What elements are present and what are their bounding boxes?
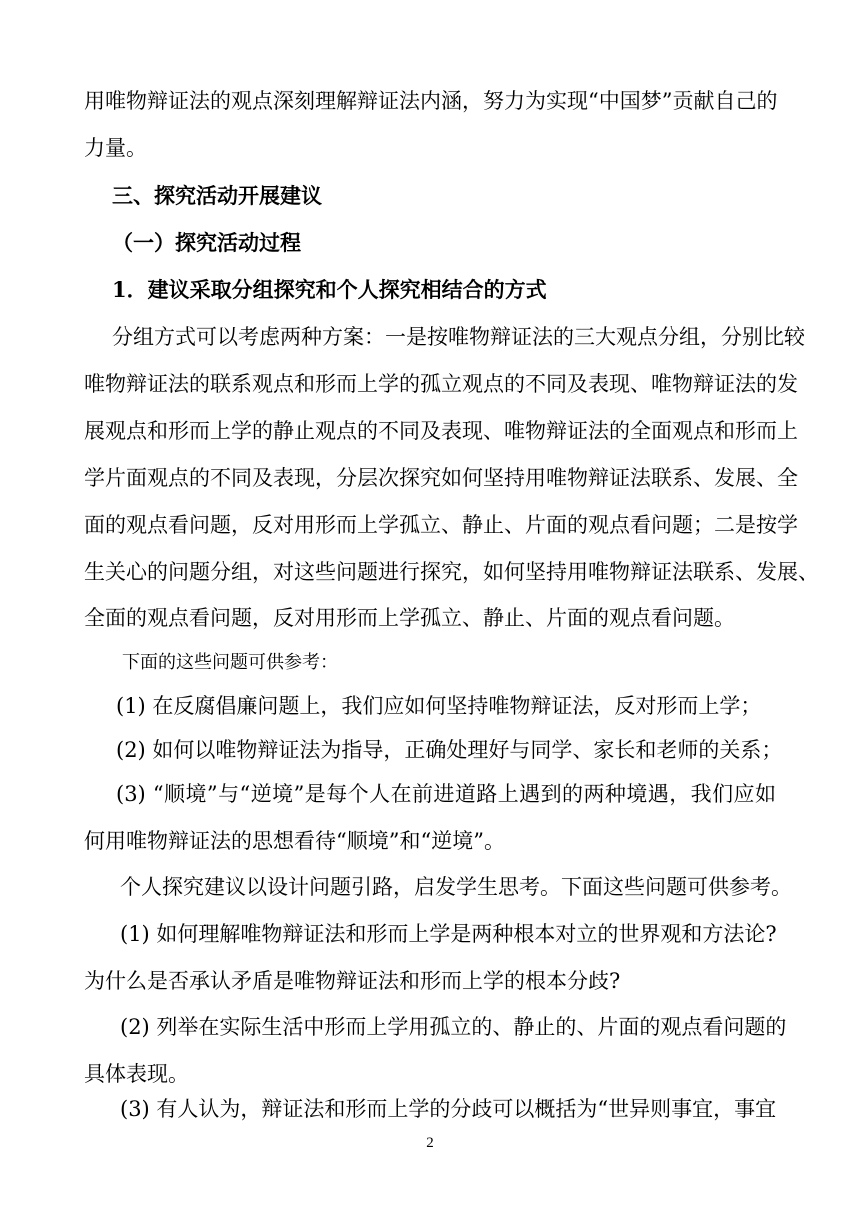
list-item-continuation: 何用唯物辩证法的思想看待“顺境”和“逆境”。 bbox=[84, 829, 505, 853]
list-item: (3) 有人认为，辩证法和形而上学的分歧可以概括为“世异则事宜，事宜 bbox=[120, 1097, 777, 1121]
paragraph-line: 生关心的问题分组，对这些问题进行探究，如何坚持用唯物辩证法联系、发展、 bbox=[84, 560, 819, 584]
paragraph-line: 用唯物辩证法的观点深刻理解辩证法内涵，努力为实现“中国梦”贡献自己的 bbox=[84, 89, 778, 113]
paragraph-line: 展观点和形而上学的静止观点的不同及表现、唯物辩证法的全面观点和形而上 bbox=[84, 419, 798, 443]
page-number: 2 bbox=[426, 1135, 434, 1151]
list-item: (2) 如何以唯物辩证法为指导，正确处理好与同学、家长和老师的关系； bbox=[116, 738, 783, 762]
subsection-heading: （一）探究活动过程 bbox=[112, 230, 301, 255]
paragraph-line: 分组方式可以考虑两种方案：一是按唯物辩证法的三大观点分组，分别比较 bbox=[112, 325, 805, 349]
paragraph-line: 学片面观点的不同及表现，分层次探究如何坚持用唯物辩证法联系、发展、全 bbox=[84, 466, 798, 490]
reference-intro: 下面的这些问题可供参考： bbox=[122, 652, 338, 673]
list-item: (1) 在反腐倡廉问题上，我们应如何坚持唯物辩证法，反对形而上学； bbox=[116, 694, 762, 718]
list-item: (3) “顺境”与“逆境”是每个人在前进道路上遇到的两种境遇，我们应如 bbox=[116, 782, 776, 806]
paragraph-line: 全面的观点看问题，反对用形而上学孤立、静止、片面的观点看问题。 bbox=[84, 606, 735, 630]
list-item: (2) 列举在实际生活中形而上学用孤立的、静止的、片面的观点看问题的 bbox=[120, 1015, 787, 1039]
list-item-continuation: 为什么是否承认矛盾是唯物辩证法和形而上学的根本分歧? bbox=[84, 969, 621, 993]
paragraph-line: 面的观点看问题，反对用形而上学孤立、静止、片面的观点看问题；二是按学 bbox=[84, 513, 798, 537]
list-item-continuation: 具体表现。 bbox=[84, 1062, 189, 1086]
section-heading: 三、探究活动开展建议 bbox=[112, 183, 322, 208]
item-heading: 1．建议采取分组探究和个人探究相结合的方式 bbox=[112, 277, 547, 302]
paragraph-line: 力量。 bbox=[84, 136, 147, 160]
paragraph-line: 唯物辩证法的联系观点和形而上学的孤立观点的不同及表现、唯物辩证法的发 bbox=[84, 372, 798, 396]
list-item: (1) 如何理解唯物辩证法和形而上学是两种根本对立的世界观和方法论? bbox=[120, 922, 777, 946]
paragraph-line: 个人探究建议以设计问题引路，启发学生思考。下面这些问题可供参考。 bbox=[120, 875, 792, 899]
